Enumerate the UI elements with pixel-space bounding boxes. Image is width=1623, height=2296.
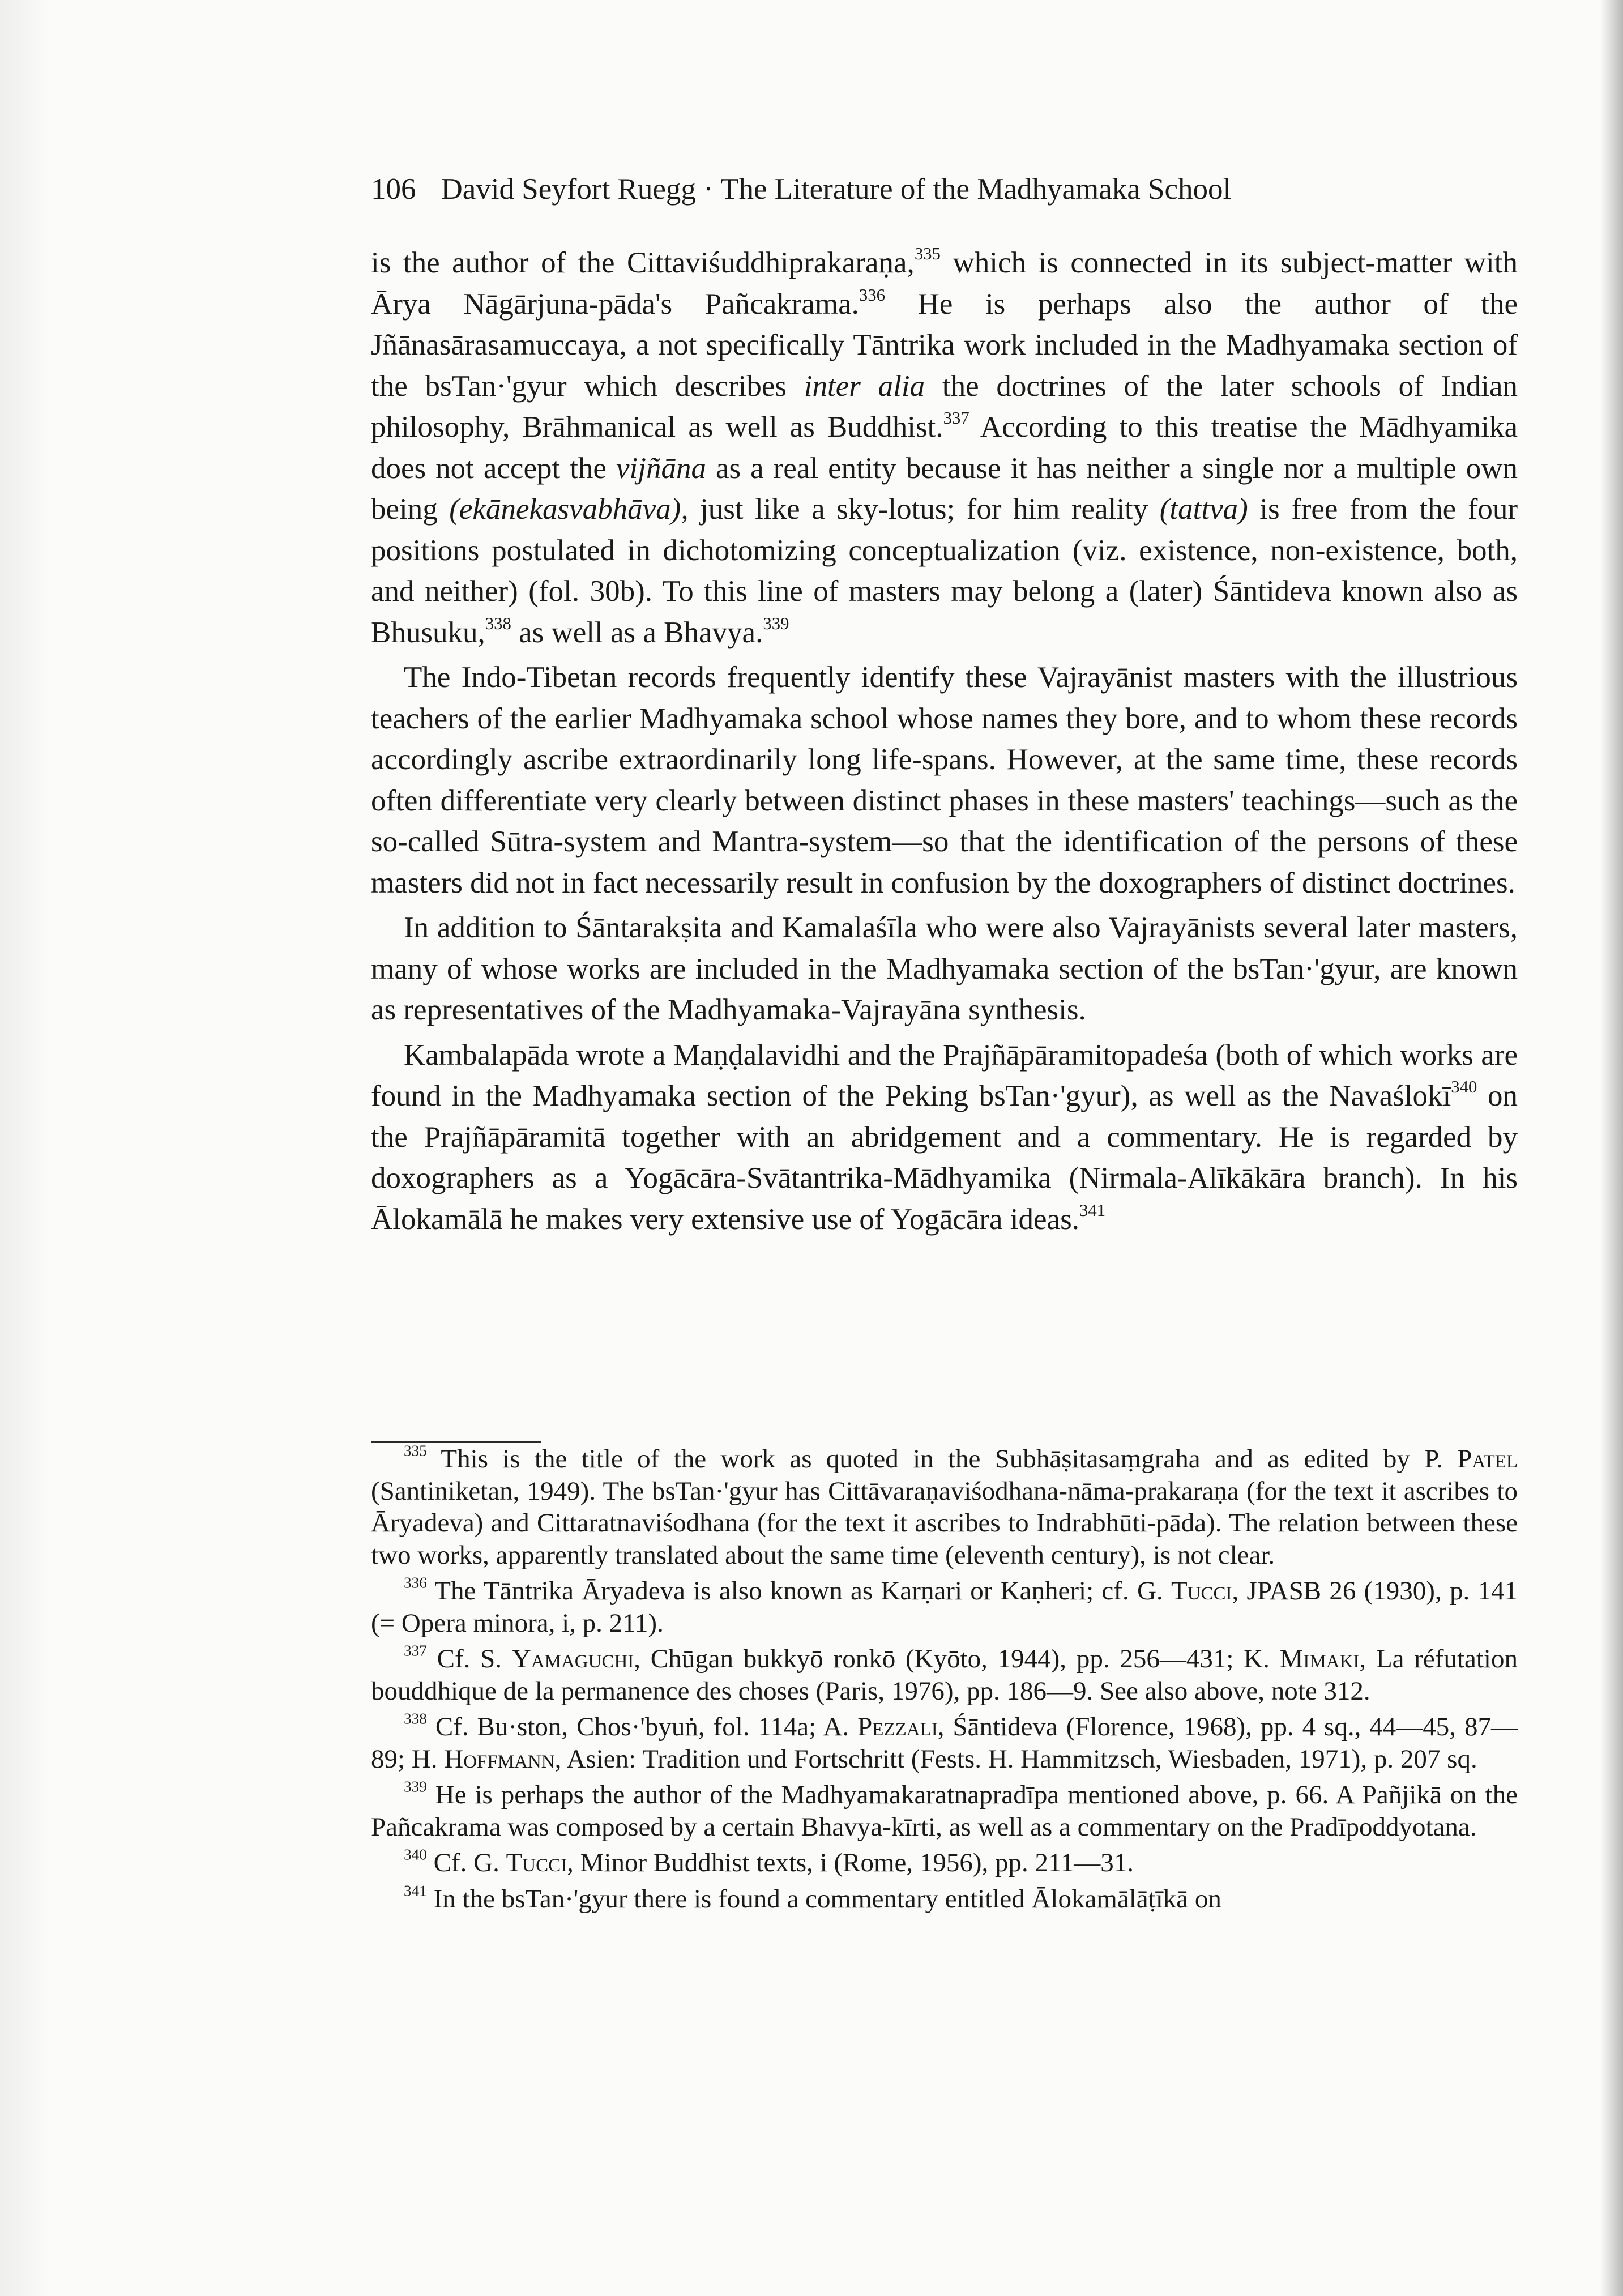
running-title: David Seyfort Ruegg · The Literature of the Madhyamaka School — [441, 173, 1232, 206]
text-run: According to this treatise the Mādhyamika does not accept the — [371, 411, 1518, 485]
italic-term: (tattva) — [1159, 493, 1248, 526]
running-head — [371, 169, 1430, 210]
footnote-340 — [371, 1847, 1518, 1879]
footnote-number: 341 — [404, 1882, 427, 1900]
footnote-rule — [371, 1441, 541, 1443]
text-run: just like a sky-lotus; for him reality — [688, 493, 1160, 526]
page-edge-shadow — [1600, 0, 1623, 2296]
text-run: as a real entity because it has neither a single nor a multiple own being — [371, 451, 1518, 526]
text-run: He is perhaps also the author of the Jñānasārasamuccaya, a not specifically Tāntrika work included in the Madhyamaka section of the bsTan·'gyur which describes — [371, 287, 1518, 403]
note-ref-338: 338 — [485, 613, 511, 633]
text-run: The Tāntrika Āryadeva is also known as Karṇari or Kaṇheri; cf. G. — [426, 1576, 1171, 1606]
note-ref-335: 335 — [914, 244, 941, 263]
author-name: Yamaguchi — [511, 1644, 634, 1674]
note-ref-340: 340 — [1451, 1077, 1477, 1096]
text-run: This is the title of the work as quoted in the Subhāṣitasaṃgraha and as edited by P. — [426, 1444, 1458, 1474]
author-name: Tucci — [1171, 1576, 1232, 1606]
text-run: as well as a Bhavya. — [511, 616, 763, 649]
text-run: Kambalapāda wrote a Maṇḍalavidhi and the Prajñāpāramitopadeśa (both of which works are found in the Madhyamaka section of the Peking bsTan·'gyur), as well as the Navaślokī — [371, 1038, 1518, 1112]
footnote-number: 340 — [404, 1846, 427, 1863]
text-run: (Santiniketan, 1949). The bsTan·'gyur has Cittāvaraṇaviśodhana-nāma-prakaraṇa (for the text it ascribes to Āryadeva) and Cittaratnaviśodhana (for the text it ascribes to Indrabhūti-pāda). The relation between these two works, apparently translated about the same time (eleventh century), is not clear. — [371, 1476, 1518, 1570]
footnote-number: 338 — [404, 1710, 427, 1727]
footnote-338 — [371, 1711, 1518, 1775]
text-run: , Minor Buddhist texts, i (Rome, 1956), pp. 211—31. — [567, 1848, 1134, 1877]
page-number: 106 — [371, 173, 416, 206]
footnote-339 — [371, 1779, 1518, 1843]
footnote-number: 336 — [404, 1574, 427, 1591]
author-name: Tucci — [506, 1848, 567, 1877]
text-run: Cf. S. — [426, 1644, 512, 1674]
author-name: Pezzali — [857, 1712, 938, 1742]
footnote-341 — [371, 1883, 1518, 1915]
note-ref-341: 341 — [1079, 1200, 1106, 1220]
footnote-number: 335 — [404, 1442, 427, 1459]
italic-term: (ekānekasvabhāva), — [449, 493, 689, 526]
text-run: , JPASB 26 (1930), p. 141 (= Opera minora, i, p. 211). — [371, 1576, 1518, 1638]
author-name: Hoffmann — [444, 1744, 555, 1774]
text-run: In the bsTan·'gyur there is found a commentary entitled Ālokamālāṭīkā on — [426, 1884, 1221, 1914]
text-run: the doctrines of the later schools of Indian philosophy, Brāhmanical as well as Buddhist. — [371, 369, 1518, 443]
footnote-337 — [371, 1643, 1518, 1707]
footnote-336 — [371, 1575, 1518, 1639]
footnote-335 — [371, 1443, 1518, 1571]
text-run: is the author of the Cittaviśuddhiprakaraṇa, — [371, 246, 915, 279]
footnote-number: 337 — [404, 1642, 427, 1659]
footnotes — [371, 1443, 1518, 1919]
paragraph-3: In addition to Śāntarakṣita and Kamalaśīla who were also Vajrayānists several later masters, many of whose works are included in the Madhyamaka section of the bsTan·'gyur, are known as representatives of the Madhyamaka-Vajrayāna synthesis. — [371, 911, 1518, 1026]
text-run: He is perhaps the author of the Madhyamakaratnapradīpa mentioned above, p. 66. A Pañjikā on the Pañcakrama was composed by a certain Bhavya-kīrti, as well as a commentary on the Pradīpoddyotana. — [371, 1780, 1518, 1842]
text-run: on the Prajñāpāramitā together with an abridgement and a commentary. He is regarded by doxographers as a Yogācāra-Svātantrika-Mādhyamika (Nirmala-Alīkākāra branch). In his Ālokamālā he makes very extensive use of Yogācāra ideas. — [371, 1079, 1518, 1236]
italic-term: inter alia — [804, 369, 925, 403]
author-name: Patel — [1457, 1444, 1518, 1474]
text-run: is free from the four positions postulated in dichotomizing conceptualization (viz. existence, non-existence, both, and neither) (fol. 30b). To this line of masters may belong a (later) Śāntideva known also as Bhusuku, — [371, 493, 1518, 649]
text-run: , Chūgan bukkyō ronkō (Kyōto, 1944), pp. 256—431; K. — [634, 1644, 1280, 1674]
paragraph-4 — [371, 1035, 1518, 1240]
note-ref-337: 337 — [943, 408, 969, 428]
italic-term: vijñāna — [616, 451, 706, 485]
main-text — [371, 242, 1518, 1244]
paragraph-2: The Indo-Tibetan records frequently identify these Vajrayānist masters with the illustrious teachers of the earlier Madhyamaka school whose names they bore, and to whom these records accordingly ascribe extraordinarily long life-spans. However, at the same time, these records often differentiate very clearly between distinct phases in these masters' teachings—such as the so-called Sūtra-system and Mantra-system—so that the identification of the persons of these masters did not in fact necessarily result in confusion by the doxographers of distinct doctrines. — [371, 661, 1518, 899]
author-name: Mimaki — [1279, 1644, 1360, 1674]
note-ref-336: 336 — [859, 285, 886, 305]
text-run: , Śāntideva (Florence, 1968), pp. 4 sq., 44—45, 87—89; H. — [371, 1712, 1518, 1774]
paragraph-1 — [371, 242, 1518, 653]
text-run: which is connected in its subject-matter with Ārya Nāgārjuna-pāda's Pañcakrama. — [371, 246, 1518, 321]
text-run: Cf. G. — [426, 1848, 506, 1877]
page-edge-left — [0, 0, 51, 2296]
text-run: , La réfutation bouddhique de la permanence des choses (Paris, 1976), pp. 186—9. See also above, note 312. — [371, 1644, 1518, 1706]
text-run: Cf. Bu·ston, Chos·'byuṅ, fol. 114a; A. — [426, 1712, 858, 1742]
footnote-number: 339 — [404, 1778, 427, 1795]
text-run: , Asien: Tradition und Fortschritt (Fests. H. Hammitzsch, Wiesbaden, 1971), p. 207 sq. — [554, 1744, 1477, 1774]
note-ref-339: 339 — [763, 613, 789, 633]
